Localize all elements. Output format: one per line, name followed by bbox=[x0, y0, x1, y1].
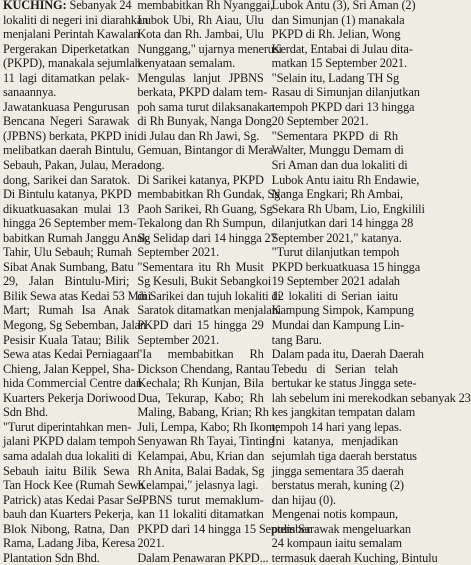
article-text-line: Mundai dan Kampung Lin- bbox=[271, 318, 405, 333]
article-text-line: 20 September 2021. bbox=[271, 114, 369, 129]
article-text-line: di Sarikei dan tujuh lokaliti di bbox=[137, 288, 281, 303]
article-text-line: Sekara Rh Ubam, Lio, Engkilili bbox=[271, 201, 425, 216]
article-text-line: 24 kompaun iaitu semalam bbox=[271, 536, 402, 551]
article-text-line: dilanjutkan dari 14 hingga 28 bbox=[271, 216, 414, 231]
article-text-line: Tan Hock Kee (Rumah Sewa bbox=[3, 478, 144, 493]
article-text-line: PKPD di Rh. Jelian, Wong bbox=[271, 27, 401, 42]
article-text-line: dong. bbox=[137, 158, 165, 173]
article-text-line: Saratok ditamatkan menjalani bbox=[137, 303, 282, 318]
article-text-line: Mengulas lanjut JPBNS bbox=[137, 70, 264, 85]
article-text-line: jalani PKPD dalam tempoh bbox=[3, 434, 136, 449]
article-text-line: Sg Selidap dari 14 hingga 27 bbox=[137, 230, 277, 245]
article-text-line: Bilik Sewa atas Kedai 53 Mini bbox=[3, 288, 152, 303]
article-text-line: berkata, PKPD dalam tem- bbox=[137, 85, 268, 100]
article-text-line: poh sama turut dilaksanakan bbox=[137, 99, 275, 114]
article-text-line: Pesisir Kuala Tatau; Bilik bbox=[3, 332, 130, 347]
article-text-line: Dalam pada itu, Daerah Daerah bbox=[271, 347, 424, 362]
article-text-line: KUCHING: Sebanyak 24 bbox=[3, 0, 132, 12]
article-text-line: Patrick) atas Kedai Pasar Se- bbox=[3, 492, 143, 507]
article-text-line: Nanga Engkari; Rh Ambai, bbox=[271, 187, 403, 202]
article-text-line: 11 lagi ditamatkan pelak- bbox=[3, 70, 130, 85]
article-text-line: 12 lokaliti di Serian iaitu bbox=[271, 288, 398, 303]
article-text-line: Sibat Anak Sumbang, Batu bbox=[3, 259, 134, 274]
article-text-line: Kelampai," jelasnya lagi. bbox=[137, 478, 259, 493]
article-text-line: "Turut dilanjutkan tempoh bbox=[271, 245, 400, 260]
article-text-line: dikuatkuasakan mulai 13 bbox=[3, 201, 130, 216]
article-text-line: termasuk daerah Kuching, Bintulu bbox=[271, 550, 438, 565]
article-text-line: membabitkan Rh Gundak, Sg bbox=[137, 187, 281, 202]
article-text-line: kan 11 lokaliti ditamatkan bbox=[137, 507, 264, 522]
article-text-line: dong, Sarikei dan Saratok. bbox=[3, 172, 131, 187]
article-text-line: PKPD dari 14 hingga 15 September bbox=[137, 521, 311, 536]
article-text-line: dan Simunjan (1) manakala bbox=[271, 12, 405, 27]
article-text-line: 19 September 2021 adalah bbox=[271, 274, 400, 289]
article-text-line: bauh dan Kuarters Pekerja, bbox=[3, 507, 134, 522]
article-text-line: Tahir, Ulu Sebauh; Rumah bbox=[3, 245, 132, 260]
article-column-3 bbox=[271, 0, 471, 565]
article-text-line: berstatus merah, kuning (2) bbox=[271, 478, 404, 493]
article-text-line: Di Sarikei katanya, PKPD bbox=[137, 172, 264, 187]
article-text-line: Jawatankuasa Pengurusan bbox=[3, 99, 130, 114]
article-text-line: Dalam Penawaran PKPD... bbox=[137, 550, 269, 565]
article-text-line: September 2021. bbox=[137, 332, 220, 347]
article-text-line: Rh Anita, Balai Badak, Sg bbox=[137, 463, 265, 478]
article-text-line: Megong, Sg Sebemban, Jalan bbox=[3, 318, 147, 333]
article-text-line: polis Sarawak mengeluarkan bbox=[271, 521, 411, 536]
article-text-line: Gemuan, Bintangor di Mera- bbox=[137, 143, 278, 158]
article-text-line: "Sementara PKPD di Rh bbox=[271, 128, 398, 143]
article-text-line: melibatkan daerah Bintulu, bbox=[3, 143, 134, 158]
article-text-line: Dua, Tekurap, Kabo; Rh bbox=[137, 390, 264, 405]
article-text-line: PKPD berkuatkuasa 15 hingga bbox=[271, 259, 421, 274]
article-text-line: Walter, Munggu Demam di bbox=[271, 143, 404, 158]
article-text-line: di Rh Bunyak, Nanga Dong bbox=[137, 114, 272, 129]
article-text-line: Sdn Bhd. bbox=[3, 405, 48, 420]
article-text-line: "Ia membabitkan Rh bbox=[137, 347, 264, 362]
article-text-line: Lubok Antu iaitu Rh Endawie, bbox=[271, 172, 420, 187]
article-text-line: Blok Nibong, Ratna, Dan bbox=[3, 521, 130, 536]
article-text-line: matkan 15 September 2021. bbox=[271, 56, 407, 71]
article-text-line: Sewa atas Kedai Perniagaan bbox=[3, 347, 140, 362]
article-text-line: tang Baru. bbox=[271, 332, 322, 347]
article-text-line: kenyataan semalam. bbox=[137, 56, 236, 71]
article-text-line: di Julau dan Rh Jawi, Sg. bbox=[137, 128, 260, 143]
article-text-line: (JPBNS) berkata, PKPD ini bbox=[3, 128, 137, 143]
article-text-line: Nunggang," ujarnya menerusi bbox=[137, 41, 282, 56]
article-text-line: lah sebelum ini merekodkan sebanyak 23 bbox=[271, 390, 471, 405]
article-text-line: kes jangkitan tempatan dalam bbox=[271, 405, 416, 420]
article-text-line: Kechala; Rh Kunjan, Bila bbox=[137, 376, 264, 391]
article-text-line: Kerdat, Entabai di Julau dita- bbox=[271, 41, 413, 56]
article-text-line: bertukar ke status Jingga sete- bbox=[271, 376, 417, 391]
article-text-line: Tebedu di Serian telah bbox=[271, 361, 398, 376]
article-text-line: Paoh Sarikei, Rh Guang, Sg bbox=[137, 201, 273, 216]
article-text-line: Rasau di Simunjan dilanjutkan bbox=[271, 85, 420, 100]
article-text-line: tempoh PKPD dari 13 hingga bbox=[271, 99, 415, 114]
article-text-line: Kelampai, Abu, Krian dan bbox=[137, 448, 265, 463]
article-text-line: Maling, Babang, Krian; Rh bbox=[137, 405, 269, 420]
article-text-line: jingga sementara 35 daerah bbox=[271, 463, 404, 478]
article-text-line: sejumlah tiga daerah berstatus bbox=[271, 448, 417, 463]
article-text-line: sanaannya. bbox=[3, 85, 57, 100]
article-text-line: "Sementara itu Rh Musit bbox=[137, 259, 264, 274]
article-text-line: lokaliti di negeri ini diarahkan bbox=[3, 12, 149, 27]
article-text-line: Kuarters Pekerja Doriwood bbox=[3, 390, 136, 405]
article-text-line: Tekalong dan Rh Sumpun, bbox=[137, 216, 266, 231]
article-text-line: Sri Aman dan dua lokaliti di bbox=[271, 158, 408, 173]
article-text-line: 29, Jalan Bintulu-Miri; bbox=[3, 274, 130, 289]
article-text-line: Bencana Negeri Sarawak bbox=[3, 114, 130, 129]
article-text-line: Sebauh, Pakan, Julau, Mera- bbox=[3, 158, 141, 173]
article-text-line: dan hijau (0). bbox=[271, 492, 336, 507]
article-text-line: Dickson Chendang, Rantau bbox=[137, 361, 270, 376]
article-text-line: babitkan Rumah Janggu Anak bbox=[3, 230, 149, 245]
article-text-line: (PKPD), manakala sejumlah bbox=[3, 56, 141, 71]
article-text-line: Kampung Simpok, Kampung bbox=[271, 303, 414, 318]
article-text-line: Ini katanya, menjadikan bbox=[271, 434, 398, 449]
article-text-line: tempoh 14 hari yang lepas. bbox=[271, 419, 402, 434]
article-text-line: Plantation Sdn Bhd. bbox=[3, 550, 100, 565]
article-text-line: 2021. bbox=[137, 536, 165, 551]
article-text-line: Sebauh iaitu Bilik Sewa bbox=[3, 463, 130, 478]
article-text-line: "Turut diperintahkan men- bbox=[3, 419, 132, 434]
article-text-line: Lubok Antu (3), Sri Aman (2) bbox=[271, 0, 416, 12]
article-text-line: JPBNS turut memaklum- bbox=[137, 492, 264, 507]
article-text-line: Kota dan Rh. Jambai, Ulu bbox=[137, 27, 264, 42]
article-text-line: PKPD dari 15 hingga 29 bbox=[137, 318, 264, 333]
article-text-line: hingga 26 September mem- bbox=[3, 216, 137, 231]
article-text-line: Lubok Ubi, Rh Aiau, Ulu bbox=[137, 12, 264, 27]
article-text-line: September 2021. bbox=[137, 245, 220, 260]
article-text-line: Di Bintulu katanya, PKPD bbox=[3, 187, 132, 202]
article-text-line: Chieng, Jalan Keppel, Sha- bbox=[3, 361, 135, 376]
article-text-line: Sg Kesuli, Bukit Sebangkoi bbox=[137, 274, 272, 289]
article-text-line: menjalani Perintah Kawalan bbox=[3, 27, 140, 42]
article-text-line: membabitkan Rh Nyanggai, bbox=[137, 0, 274, 12]
article-text-line: Mart; Rumah Isa Anak bbox=[3, 303, 130, 318]
article-text-line: Pergerakan Diperketatkan bbox=[3, 41, 130, 56]
article-text-line: Juli, Lempa, Kabo; Rh Ikom; bbox=[137, 419, 279, 434]
article-text-line: September 2021," katanya. bbox=[271, 230, 402, 245]
article-text-line: sama adalah dua lokaliti di bbox=[3, 448, 132, 463]
article-text-line: hida Commercial Centre dan bbox=[3, 376, 142, 391]
article-text-line: Senyawan Rh Tayai, Tinting bbox=[137, 434, 275, 449]
article-text-line: Rama, Ladang Jiba, Keresa bbox=[3, 536, 136, 551]
article-text-line: Mengenai notis kompaun, bbox=[271, 507, 398, 522]
article-text-line: "Selain itu, Ladang TH Sg bbox=[271, 70, 400, 85]
